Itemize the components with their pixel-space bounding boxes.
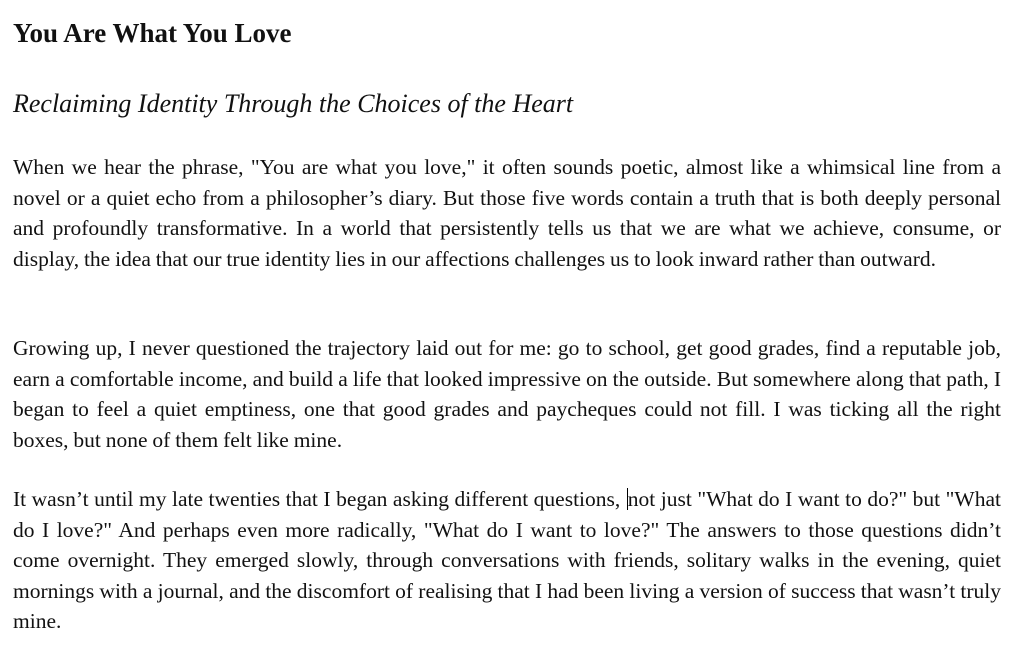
paragraph-3[interactable] bbox=[13, 484, 1001, 637]
document-title: You Are What You Love bbox=[13, 18, 292, 48]
paragraph-1[interactable]: When we hear the phrase, "You are what you love," it often sounds poetic, almost like a whimsical line from a novel or a quiet echo from a philosopher’s diary. But those five words contain a truth that is both deeply personal and profoundly transformative. In a world that persistently tells us that we are what we achieve, consume, or display, the idea that our true identity lies in our affections challenges us to look inward rather than outward. bbox=[13, 155, 1001, 271]
paragraph-3-text-before-cursor: It wasn’t until my late twenties that I began asking different questions, bbox=[13, 487, 626, 511]
paragraph-2[interactable]: Growing up, I never questioned the trajectory laid out for me: go to school, get good grades, find a reputable job, earn a comfortable income, and build a life that looked impressive on the outside. But somewhere along that path, I began to feel a quiet emptiness, one that good grades and paycheques could not fill. I was ticking all the right boxes, but none of them felt like mine. bbox=[13, 336, 1001, 452]
document-subtitle: Reclaiming Identity Through the Choices of the Heart bbox=[13, 89, 574, 118]
paragraph-3-text-after-cursor: not just "What do I want to do?" but "What do I love?" And perhaps even more radically, "What do I want to love?" The answers to those questions didn’t come overnight. They emerged slowly, through conversations with friends, solitary walks in the evening, quiet mornings with a journal, and the discomfort of realising that I had been living a version of success that wasn’t truly mine. bbox=[13, 487, 1001, 633]
